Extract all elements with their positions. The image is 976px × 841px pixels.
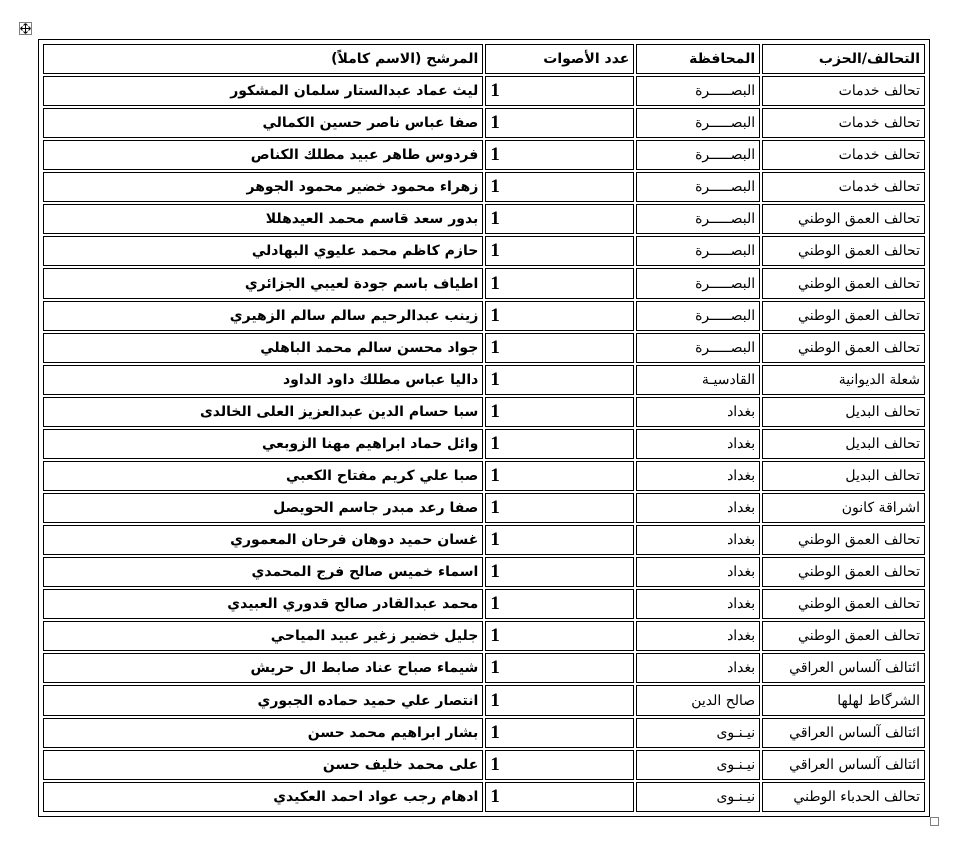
cell-candidate[interactable]: على محمد خليف حسن bbox=[43, 750, 483, 780]
cell-candidate[interactable]: اسماء خميس صالح فرج المحمدي bbox=[43, 557, 483, 587]
cell-votes[interactable]: 1 bbox=[485, 557, 634, 587]
table-row bbox=[43, 429, 925, 459]
cell-province[interactable]: نيـنـوى bbox=[636, 750, 760, 780]
cell-alliance[interactable]: شعلة الديوانية bbox=[762, 365, 925, 395]
cell-alliance[interactable]: تحالف العمق الوطني bbox=[762, 525, 925, 555]
cell-votes[interactable]: 1 bbox=[485, 76, 634, 106]
cell-votes[interactable]: 1 bbox=[485, 397, 634, 427]
cell-candidate[interactable]: جليل خضير زغير عبيد المياحي bbox=[43, 621, 483, 651]
cell-candidate[interactable]: زهراء محمود خضير محمود الجوهر bbox=[43, 172, 483, 202]
cell-candidate[interactable]: جواد محسن سالم محمد الباهلي bbox=[43, 333, 483, 363]
cell-province[interactable]: بغداد bbox=[636, 589, 760, 619]
cell-province[interactable]: بغداد bbox=[636, 557, 760, 587]
cell-alliance[interactable]: تحالف العمق الوطني bbox=[762, 268, 925, 298]
cell-province[interactable]: نيـنـوى bbox=[636, 718, 760, 748]
cell-votes[interactable]: 1 bbox=[485, 268, 634, 298]
cell-votes[interactable]: 1 bbox=[485, 493, 634, 523]
table-row bbox=[43, 493, 925, 523]
cell-votes[interactable]: 1 bbox=[485, 685, 634, 715]
cell-votes[interactable]: 1 bbox=[485, 204, 634, 234]
cell-alliance[interactable]: تحالف خدمات bbox=[762, 76, 925, 106]
header-candidate[interactable]: المرشح (الاسم كاملاً) bbox=[43, 44, 483, 74]
cell-province[interactable]: البصـــــرة bbox=[636, 268, 760, 298]
table-row bbox=[43, 204, 925, 234]
cell-alliance[interactable]: تحالف خدمات bbox=[762, 108, 925, 138]
cell-alliance[interactable]: ائتالف آلساس العراقي bbox=[762, 750, 925, 780]
cell-candidate[interactable]: داليا عباس مطلك داود الداود bbox=[43, 365, 483, 395]
cell-alliance[interactable]: ائتالف آلساس العراقي bbox=[762, 653, 925, 683]
table-row bbox=[43, 557, 925, 587]
header-province[interactable]: المحافظة bbox=[636, 44, 760, 74]
cell-alliance[interactable]: تحالف البديل bbox=[762, 397, 925, 427]
table-row bbox=[43, 365, 925, 395]
table-move-handle[interactable] bbox=[19, 22, 32, 35]
cell-alliance[interactable]: تحالف العمق الوطني bbox=[762, 557, 925, 587]
move-arrows-icon bbox=[20, 23, 31, 34]
cell-votes[interactable]: 1 bbox=[485, 718, 634, 748]
table-row bbox=[43, 268, 925, 298]
cell-candidate[interactable]: سبا حسام الدين عبدالعزيز العلى الخالدى bbox=[43, 397, 483, 427]
cell-candidate[interactable]: شيماء صباح عناد صابط ال حريش bbox=[43, 653, 483, 683]
table-row bbox=[43, 461, 925, 491]
cell-candidate[interactable]: ليث عماد عبدالستار سلمان المشكور bbox=[43, 76, 483, 106]
cell-province[interactable]: بغداد bbox=[636, 429, 760, 459]
cell-alliance[interactable]: تحالف خدمات bbox=[762, 140, 925, 170]
table-row bbox=[43, 108, 925, 138]
cell-candidate[interactable]: اطياف باسم جودة لعيبي الجزائري bbox=[43, 268, 483, 298]
cell-province[interactable]: القادسيـة bbox=[636, 365, 760, 395]
table-row bbox=[43, 685, 925, 715]
cell-votes[interactable]: 1 bbox=[485, 140, 634, 170]
cell-province[interactable]: البصـــــرة bbox=[636, 204, 760, 234]
cell-votes[interactable]: 1 bbox=[485, 236, 634, 266]
cell-province[interactable]: بغداد bbox=[636, 397, 760, 427]
cell-province[interactable]: نيـنـوى bbox=[636, 782, 760, 812]
cell-candidate[interactable]: محمد عبدالقادر صالح قدوري العبيدي bbox=[43, 589, 483, 619]
header-votes[interactable]: عدد الأصوات bbox=[485, 44, 634, 74]
cell-votes[interactable]: 1 bbox=[485, 621, 634, 651]
cell-candidate[interactable]: فردوس طاهر عبيد مطلك الكناص bbox=[43, 140, 483, 170]
cell-province[interactable]: البصـــــرة bbox=[636, 140, 760, 170]
cell-alliance[interactable]: اشراقة كانون bbox=[762, 493, 925, 523]
cell-candidate[interactable]: حازم كاظم محمد عليوي البهادلي bbox=[43, 236, 483, 266]
cell-alliance[interactable]: تحالف البديل bbox=[762, 461, 925, 491]
table-row bbox=[43, 782, 925, 812]
cell-province[interactable]: البصـــــرة bbox=[636, 333, 760, 363]
cell-alliance[interactable]: ائتالف آلساس العراقي bbox=[762, 718, 925, 748]
table-row bbox=[43, 140, 925, 170]
table-row bbox=[43, 172, 925, 202]
cell-candidate[interactable]: وائل حماد ابراهيم مهنا الزوبعي bbox=[43, 429, 483, 459]
cell-alliance[interactable]: تحالف العمق الوطني bbox=[762, 621, 925, 651]
cell-province[interactable]: البصـــــرة bbox=[636, 76, 760, 106]
candidates-table bbox=[41, 42, 927, 814]
cell-province[interactable]: البصـــــرة bbox=[636, 108, 760, 138]
cell-votes[interactable]: 1 bbox=[485, 782, 634, 812]
candidates-table-container bbox=[38, 39, 930, 817]
table-row bbox=[43, 301, 925, 331]
cell-candidate[interactable]: انتصار علي حميد حماده الجبوري bbox=[43, 685, 483, 715]
cell-votes[interactable]: 1 bbox=[485, 653, 634, 683]
cell-province[interactable]: بغداد bbox=[636, 461, 760, 491]
cell-alliance[interactable]: تحالف العمق الوطني bbox=[762, 589, 925, 619]
cell-province[interactable]: بغداد bbox=[636, 653, 760, 683]
cell-candidate[interactable]: صبا علي كريم مفتاح الكعبي bbox=[43, 461, 483, 491]
cell-votes[interactable]: 1 bbox=[485, 172, 634, 202]
cell-alliance[interactable]: تحالف الحدباء الوطني bbox=[762, 782, 925, 812]
table-row bbox=[43, 653, 925, 683]
table-row bbox=[43, 750, 925, 780]
cell-province[interactable]: البصـــــرة bbox=[636, 236, 760, 266]
cell-alliance[interactable]: تحالف البديل bbox=[762, 429, 925, 459]
table-row bbox=[43, 333, 925, 363]
cell-votes[interactable]: 1 bbox=[485, 429, 634, 459]
cell-province[interactable]: البصـــــرة bbox=[636, 301, 760, 331]
header-row bbox=[43, 44, 925, 74]
cell-province[interactable]: البصـــــرة bbox=[636, 172, 760, 202]
cell-candidate[interactable]: بشار ابراهيم محمد حسن bbox=[43, 718, 483, 748]
cell-votes[interactable]: 1 bbox=[485, 301, 634, 331]
table-row bbox=[43, 236, 925, 266]
cell-votes[interactable]: 1 bbox=[485, 589, 634, 619]
cell-alliance[interactable]: تحالف خدمات bbox=[762, 172, 925, 202]
cell-alliance[interactable]: تحالف العمق الوطني bbox=[762, 236, 925, 266]
cell-votes[interactable]: 1 bbox=[485, 108, 634, 138]
cell-alliance[interactable]: تحالف العمق الوطني bbox=[762, 333, 925, 363]
table-row bbox=[43, 397, 925, 427]
cell-votes[interactable]: 1 bbox=[485, 333, 634, 363]
cell-province[interactable]: بغداد bbox=[636, 493, 760, 523]
cell-alliance[interactable]: تحالف العمق الوطني bbox=[762, 204, 925, 234]
table-row bbox=[43, 525, 925, 555]
cell-candidate[interactable]: غسان حميد دوهان فرحان المعموري bbox=[43, 525, 483, 555]
cell-votes[interactable]: 1 bbox=[485, 461, 634, 491]
cell-candidate[interactable]: بدور سعد قاسم محمد العيدهللا bbox=[43, 204, 483, 234]
table-row bbox=[43, 76, 925, 106]
cell-province[interactable]: بغداد bbox=[636, 621, 760, 651]
cell-candidate[interactable]: زينب عبدالرحيم سالم سالم الزهيري bbox=[43, 301, 483, 331]
cell-candidate[interactable]: صفا عباس ناصر حسين الكمالي bbox=[43, 108, 483, 138]
cell-province[interactable]: بغداد bbox=[636, 525, 760, 555]
cell-votes[interactable]: 1 bbox=[485, 365, 634, 395]
table-row bbox=[43, 718, 925, 748]
cell-candidate[interactable]: ادهام رجب عواد احمد العكيدي bbox=[43, 782, 483, 812]
table-resize-handle[interactable] bbox=[930, 817, 939, 826]
cell-alliance[interactable]: الشرگاط لهلها bbox=[762, 685, 925, 715]
cell-alliance[interactable]: تحالف العمق الوطني bbox=[762, 301, 925, 331]
cell-province[interactable]: صالح الدين bbox=[636, 685, 760, 715]
cell-votes[interactable]: 1 bbox=[485, 525, 634, 555]
cell-votes[interactable]: 1 bbox=[485, 750, 634, 780]
cell-candidate[interactable]: صفا رعد مبدر جاسم الحويصل bbox=[43, 493, 483, 523]
header-alliance[interactable]: التحالف/الحزب bbox=[762, 44, 925, 74]
table-row bbox=[43, 621, 925, 651]
table-row bbox=[43, 589, 925, 619]
